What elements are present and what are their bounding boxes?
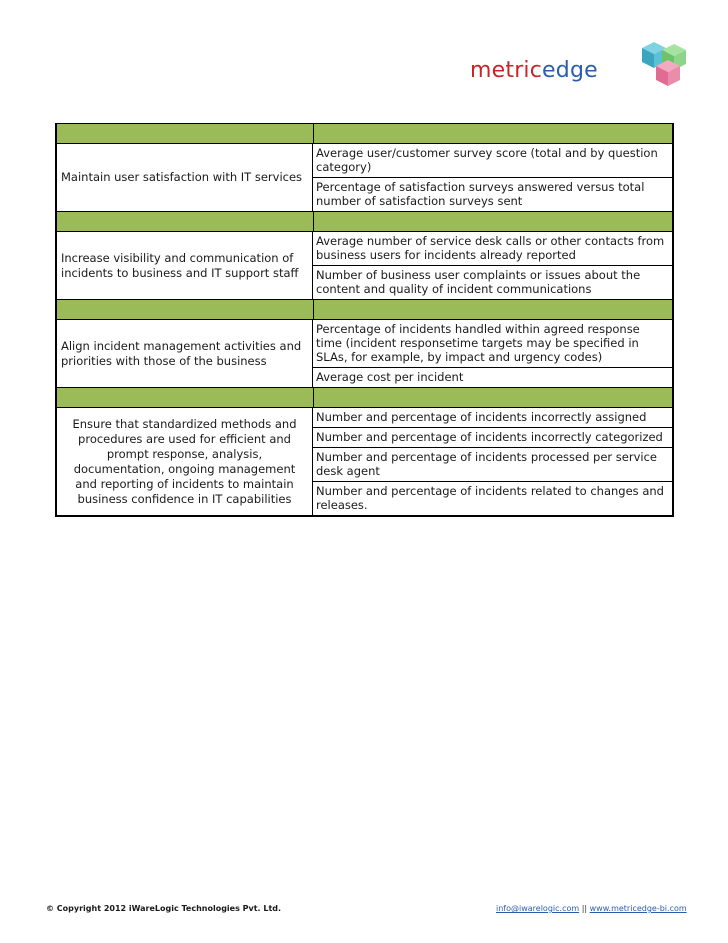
metric-cell: Number and percentage of incidents incorrectly assigned (313, 408, 672, 428)
footer-links (496, 904, 687, 913)
metric-cell: Average user/customer survey score (total and by question category) (313, 144, 672, 178)
metric-cell: Number and percentage of incidents incorrectly categorized (313, 428, 672, 448)
metric-cell: Number of business user complaints or issues about the content and quality of incident communications (316, 268, 641, 296)
copyright-text: © Copyright 2012 iWareLogic Technologies Pvt. Ltd. (46, 904, 282, 913)
objective-cell: Align incident management activities and priorities with those of the business (57, 320, 313, 387)
website-link[interactable]: www.metricedge-bi.com (589, 904, 687, 913)
table-row (57, 144, 672, 212)
cube-logo-icon (622, 40, 692, 90)
email-link[interactable]: info@iwarelogic.com (496, 904, 580, 913)
table-row (57, 232, 672, 300)
metricedge-logo (470, 40, 700, 100)
metric-cell: Number and percentage of incidents related to changes and releases. (316, 484, 664, 512)
section-header-band (57, 300, 672, 320)
section-header-band (57, 212, 672, 232)
metric-cell: Average number of service desk calls or other contacts from business users for incidents already reported (313, 232, 672, 266)
metric-cell: Average cost per incident (316, 370, 464, 384)
objective-cell: Maintain user satisfaction with IT services (57, 144, 313, 211)
incident-metrics-table (55, 123, 674, 517)
section-header-band (57, 124, 672, 144)
table-row (57, 408, 672, 515)
metric-cell: Percentage of incidents handled within agreed response time (incident responsetime targets may be specified in SLAs, for example, by impact and urgency codes) (313, 320, 672, 368)
table-row (57, 320, 672, 388)
metric-cell: Number and percentage of incidents processed per service desk agent (313, 448, 672, 482)
logo-text: metricedge (470, 58, 598, 83)
link-separator: || (579, 904, 590, 913)
objective-cell: Ensure that standardized methods and procedures are used for efficient and prompt response, analysis, documentation, ongoing management and reporting of incidents to maintain business confidence in IT capabilities (57, 408, 313, 515)
objective-cell: Increase visibility and communication of incidents to business and IT support staff (57, 232, 313, 299)
metric-cell: Percentage of satisfaction surveys answered versus total number of satisfaction surveys sent (316, 180, 645, 208)
section-header-band (57, 388, 672, 408)
